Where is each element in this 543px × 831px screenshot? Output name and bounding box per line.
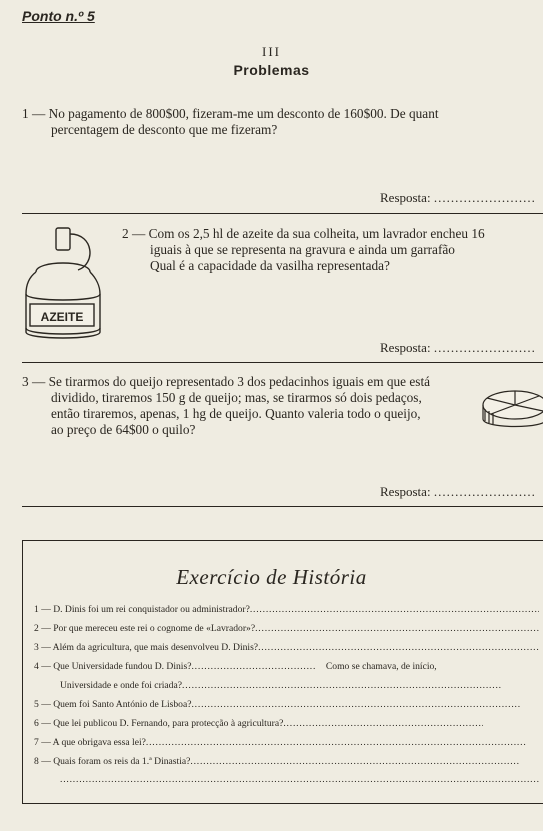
history-question-8[interactable]: 8 — Quais foram os reis da 1.ª Dinastia?.....: [34, 756, 539, 767]
problem-1: [22, 106, 543, 138]
answer-blank[interactable]: [191, 699, 521, 710]
answer-blank[interactable]: [146, 737, 526, 748]
section-title: Problemas: [233, 62, 310, 78]
problem-3: [22, 374, 467, 438]
history-question-5[interactable]: 5 — Quem foi Santo António de Lisboa?.....: [34, 699, 539, 710]
problem-3-text-line4: ao preço de 64$00 o quilo?: [51, 422, 196, 437]
answer-blank[interactable]: [434, 484, 534, 500]
answer-blank[interactable]: [283, 718, 483, 729]
divider: [22, 362, 543, 363]
answer-blank[interactable]: [258, 642, 539, 653]
problem-1-text-line2: percentagem de desconto que me fizeram?: [51, 122, 278, 137]
answer-blank[interactable]: [255, 623, 539, 634]
problem-3-text-line2: dividido, tiraremos 150 g de queijo; mas, se tirarmos só dois pedaços,: [51, 390, 422, 405]
problem-1-text-line1: No pagamento de 800$00, fizeram-me um desconto de 160$00. De quant: [48, 106, 439, 121]
history-title: Exercício de História: [176, 565, 367, 589]
problem-2-answer[interactable]: [380, 340, 534, 356]
history-question-4[interactable]: 4 — Que Universidade fundou D. Dinis?..... Como se chamava, de início,: [34, 661, 539, 672]
answer-blank[interactable]: [60, 774, 539, 785]
answer-label: Resposta:: [380, 484, 431, 499]
can-label: AZEITE: [40, 310, 84, 324]
cheese-image: [479, 383, 543, 443]
history-question-4-continued[interactable]: Universidade e onde foi criada?.....: [60, 680, 539, 691]
olive-oil-can-image: [22, 222, 122, 344]
problem-1-number: 1 —: [22, 106, 46, 121]
problem-2-text-line3: Qual é a capacidade da vasilha representada?: [150, 258, 390, 273]
answer-label: Resposta:: [380, 340, 431, 355]
history-question-1[interactable]: 1 — D. Dinis foi um rei conquistador ou administrador?.....: [34, 604, 539, 615]
problem-2-number: 2 —: [122, 226, 146, 241]
answer-blank[interactable]: [191, 661, 315, 672]
problem-3-text-line3: então tiraremos, apenas, 1 hg de queijo. Quanto valeria todo o queijo,: [51, 406, 421, 421]
page-header: Ponto n.º 5: [22, 8, 95, 24]
answer-blank[interactable]: [182, 680, 502, 691]
problem-2-text-line1: Com os 2,5 hl de azeite da sua colheita, um lavrador encheu 16: [148, 226, 485, 241]
divider: [22, 506, 543, 507]
answer-label: Resposta:: [380, 190, 431, 205]
section-number: III: [262, 44, 281, 59]
answer-blank[interactable]: [190, 756, 520, 767]
problem-1-answer[interactable]: [380, 190, 534, 206]
answer-blank[interactable]: [434, 190, 534, 206]
history-question-6[interactable]: 6 — Que lei publicou D. Fernando, para protecção à agricultura?.....: [34, 718, 539, 729]
history-question-7[interactable]: 7 — A que obrigava essa lei?.....: [34, 737, 539, 748]
problem-2: [122, 226, 543, 274]
problem-2-text-line2: iguais à que se representa na gravura e ainda um garrafão: [150, 242, 455, 257]
history-question-2[interactable]: 2 — Por que mereceu este rei o cognome de «Lavrador»?.....: [34, 623, 539, 634]
answer-blank[interactable]: [434, 340, 534, 356]
problem-3-answer[interactable]: [380, 484, 534, 500]
history-question-3[interactable]: 3 — Além da agricultura, que mais desenvolveu D. Dinis?.....: [34, 642, 539, 653]
answer-blank[interactable]: [250, 604, 539, 615]
divider: [22, 213, 543, 214]
problem-3-number: 3 —: [22, 374, 46, 389]
history-question-8-continued[interactable]: [60, 774, 539, 785]
problem-3-text-line1: Se tirarmos do queijo representado 3 dos pedacinhos iguais em que está: [48, 374, 431, 389]
